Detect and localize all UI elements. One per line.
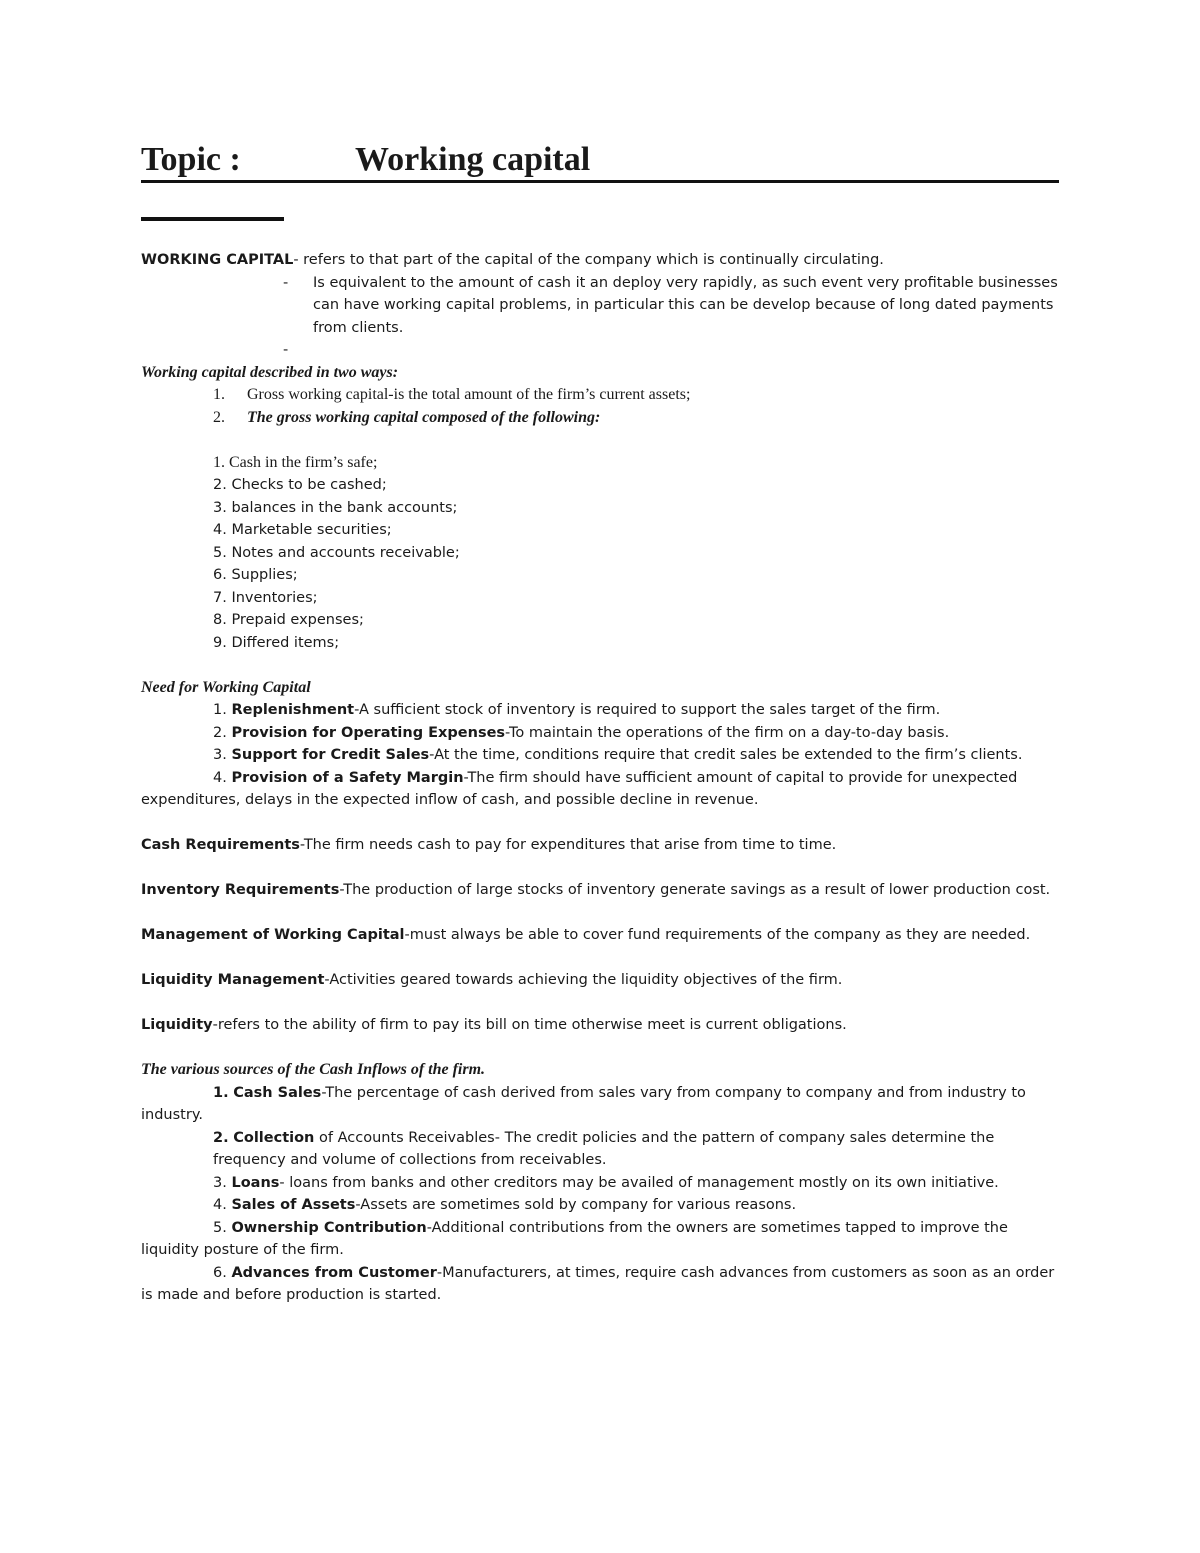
definition-item: Liquidity Management-Activities geared towards achieving the liquidity objectives of the firm. bbox=[141, 972, 843, 988]
list-item: 2. Checks to be cashed; bbox=[213, 477, 387, 493]
topic-value: Working capital bbox=[355, 141, 591, 178]
need-heading: Need for Working Capital bbox=[141, 678, 311, 696]
source-item: 4. Sales of Assets-Assets are sometimes sold by company for various reasons. bbox=[213, 1197, 797, 1213]
topic-title bbox=[141, 140, 1059, 183]
list-item: 4. Marketable securities; bbox=[213, 522, 392, 538]
list-item: 5. Notes and accounts receivable; bbox=[213, 544, 460, 561]
list-item: 7. Inventories; bbox=[213, 589, 318, 606]
two-ways-item: 2. The gross working capital composed of the following: bbox=[213, 408, 601, 426]
definition-item: Liquidity-refers to the ability of firm to pay its bill on time otherwise meet is current obligations. bbox=[141, 1017, 847, 1033]
definition-item: Management of Working Capital-must always be able to cover fund requirements of the company as they are needed. bbox=[141, 927, 1031, 943]
two-ways-heading: Working capital described in two ways: bbox=[141, 363, 399, 381]
source-item: 1. Cash Sales-The percentage of cash derived from sales vary from company to company and from industry to industry. bbox=[141, 1084, 1026, 1123]
definition-item: Inventory Requirements-The production of large stocks of inventory generate savings as a result of lower production cost. bbox=[141, 882, 1051, 898]
need-item: 3. Support for Credit Sales-At the time, conditions require that credit sales be extended to the firm’s clients. bbox=[213, 747, 1023, 763]
need-item: 4. Provision of a Safety Margin-The firm should have sufficient amount of capital to provide for unexpected expenditures, delays in the expected inflow of cash, and possible decline in revenue. bbox=[141, 769, 1018, 808]
source-item: 3. Loans- loans from banks and other creditors may be availed of management mostly on its own initiative. bbox=[213, 1174, 999, 1191]
definition-bullet: - Is equivalent to the amount of cash it an deploy very rapidly, as such event very profitable businesses can have working capital problems, in particular this can be develop because of long dated payments from clients. bbox=[283, 274, 1058, 336]
divider bbox=[141, 217, 284, 221]
working-capital-definition bbox=[141, 249, 1061, 272]
source-item: 6. Advances from Customer-Manufacturers, at times, require cash advances from customers as soon as an order is made and before production is started. bbox=[141, 1264, 1055, 1303]
definition-item: Cash Requirements-The firm needs cash to pay for expenditures that arise from time to time. bbox=[141, 837, 837, 853]
list-item: 3. balances in the bank accounts; bbox=[213, 499, 458, 516]
definition-bullet-text: Is equivalent to the amount of cash it an deploy very rapidly, as such event very profitable businesses can have working capital problems, in particular this can be develop because of long dated payments from clients. bbox=[313, 274, 1058, 336]
empty-bullet-dash: - bbox=[283, 342, 289, 358]
definition-text: - refers to that part of the capital of the company which is continually circulating. bbox=[293, 252, 884, 268]
document-body bbox=[141, 249, 1061, 1307]
source-item: 5. Ownership Contribution-Additional contributions from the owners are sometimes tapped to improve the liquidity posture of the firm. bbox=[141, 1219, 1008, 1258]
list-item: 6. Supplies; bbox=[213, 567, 298, 583]
source-item: 2. Collection of Accounts Receivables- The credit policies and the pattern of company sales determine the frequency and volume of collections from receivables. bbox=[213, 1129, 995, 1168]
topic-label: Topic : bbox=[141, 141, 241, 178]
sources-heading: The various sources of the Cash Inflows of the firm. bbox=[141, 1061, 486, 1078]
list-item: 9. Differed items; bbox=[213, 634, 340, 651]
need-item: 2. Provision for Operating Expenses-To maintain the operations of the firm on a day-to-day basis. bbox=[213, 724, 950, 741]
need-item: 1. Replenishment-A sufficient stock of inventory is required to support the sales target of the firm. bbox=[213, 702, 941, 718]
definition-term: WORKING CAPITAL bbox=[141, 252, 294, 268]
list-item: 8. Prepaid expenses; bbox=[213, 612, 364, 628]
gross-items-list bbox=[141, 452, 1061, 655]
empty-bullet bbox=[141, 339, 1061, 362]
two-ways-item: 1. Gross working capital-is the total amount of the firm’s current assets; bbox=[213, 386, 691, 403]
list-item: 1. Cash in the firm’s safe; bbox=[213, 453, 378, 471]
